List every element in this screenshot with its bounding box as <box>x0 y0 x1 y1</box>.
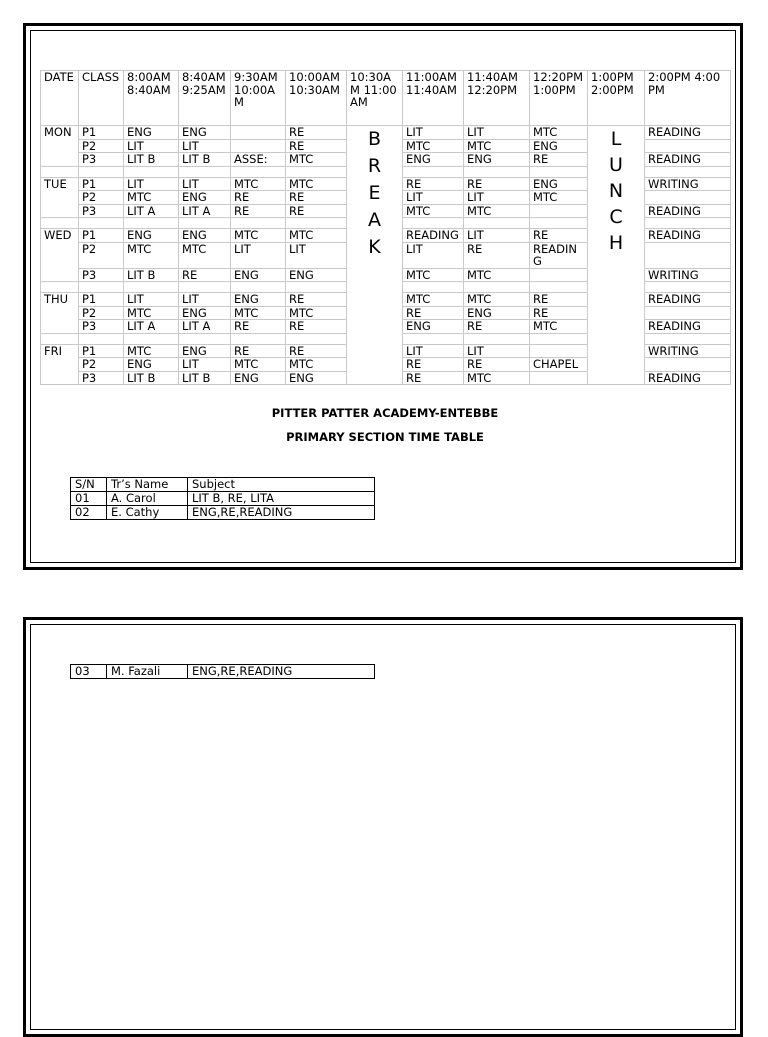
subject-cell: RE <box>403 371 464 385</box>
subject-cell: RE <box>403 306 464 320</box>
subject-cell: ENG <box>286 371 347 385</box>
timetable-row <box>41 126 731 140</box>
subject-cell: RE <box>231 204 286 218</box>
empty-cell <box>41 218 79 229</box>
class-cell: P1 <box>79 177 124 191</box>
subject-cell: MTC <box>464 371 530 385</box>
subject-cell <box>645 306 731 320</box>
day-label: FRI <box>41 344 79 385</box>
subject-cell: MTC <box>286 306 347 320</box>
class-cell: P1 <box>79 229 124 243</box>
subject-cell: MTC <box>124 306 179 320</box>
subject-cell: READING <box>645 320 731 334</box>
break-letter: K <box>368 236 381 258</box>
subject-cell: LIT B <box>124 371 179 385</box>
empty-cell <box>179 333 231 344</box>
lunch-letter: L <box>610 128 622 150</box>
subject-cell: READING <box>403 229 464 243</box>
timetable-header-cell: 11:40AM 12:20PM <box>464 71 530 126</box>
timetable-header-cell: 8:40AM 9:25AM <box>179 71 231 126</box>
subject-cell: RE <box>530 229 588 243</box>
subject-cell: RE <box>286 204 347 218</box>
teacher-sn: 02 <box>71 506 107 520</box>
subject-cell <box>645 242 731 268</box>
subject-cell: LIT <box>464 126 530 140</box>
subject-cell: RE <box>464 320 530 334</box>
subject-cell <box>645 139 731 153</box>
subject-cell: ENG <box>464 306 530 320</box>
header-sn: S/N <box>71 478 107 492</box>
lunch-label <box>588 126 644 256</box>
subject-cell: READING <box>645 229 731 243</box>
empty-cell <box>403 282 464 293</box>
teacher-subject: ENG,RE,READING <box>188 665 375 679</box>
subject-cell: MTC <box>464 204 530 218</box>
teacher-name: M. Fazali <box>107 665 188 679</box>
teachers-table <box>70 477 375 520</box>
empty-cell <box>41 166 79 177</box>
subject-cell: LIT <box>464 191 530 205</box>
subject-cell: RE <box>403 177 464 191</box>
empty-cell <box>286 218 347 229</box>
empty-cell <box>403 166 464 177</box>
subject-cell: LIT <box>124 293 179 307</box>
timetable-header-cell: 10:00AM 10:30AM <box>286 71 347 126</box>
class-cell: P3 <box>79 371 124 385</box>
class-cell: P2 <box>79 139 124 153</box>
subject-cell: RE <box>231 191 286 205</box>
subject-cell: ENG <box>530 139 588 153</box>
lunch-letter: N <box>608 180 624 202</box>
empty-cell <box>79 166 124 177</box>
subject-cell: ENG <box>179 344 231 358</box>
empty-cell <box>464 333 530 344</box>
subject-cell: ENG <box>286 268 347 282</box>
empty-cell <box>645 166 731 177</box>
subject-cell: WRITING <box>645 268 731 282</box>
subject-cell: READING <box>645 204 731 218</box>
subject-cell: RE <box>286 293 347 307</box>
timetable-header-cell: 10:30AM 11:00AM <box>347 71 403 126</box>
subject-cell: ENG <box>124 358 179 372</box>
subject-cell: RE <box>231 344 286 358</box>
subject-cell: LIT <box>179 293 231 307</box>
subject-cell: MTC <box>231 306 286 320</box>
subject-cell <box>645 358 731 372</box>
school-name: PITTER PATTER ACADEMY-ENTEBBE <box>271 406 499 420</box>
subject-cell: LIT <box>231 242 286 268</box>
subject-cell: MTC <box>530 320 588 334</box>
subject-cell: MTC <box>403 268 464 282</box>
subject-cell: LIT <box>464 229 530 243</box>
subject-cell: ENG <box>124 126 179 140</box>
teacher-row <box>71 506 375 520</box>
empty-cell <box>286 333 347 344</box>
teacher-subject: LIT B, RE, LITA <box>188 492 375 506</box>
timetable <box>40 70 731 385</box>
subject-cell: MTC <box>530 191 588 205</box>
teacher-sn: 03 <box>71 665 107 679</box>
subject-cell: LIT B <box>179 153 231 167</box>
subject-cell: ENG <box>179 191 231 205</box>
subject-cell: LIT A <box>179 204 231 218</box>
empty-cell <box>124 282 179 293</box>
subject-cell: RE <box>286 320 347 334</box>
lunch-letter: U <box>609 154 623 176</box>
subject-cell: MTC <box>231 229 286 243</box>
subject-cell <box>530 268 588 282</box>
header-name: Tr’s Name <box>107 478 188 492</box>
section-title: PRIMARY SECTION TIME TABLE <box>286 430 484 444</box>
class-cell: P3 <box>79 320 124 334</box>
lunch-letter: H <box>608 232 624 254</box>
subject-cell: RE <box>464 177 530 191</box>
empty-cell <box>124 218 179 229</box>
class-cell: P3 <box>79 268 124 282</box>
subject-cell: RE <box>530 153 588 167</box>
subject-cell: READING <box>645 153 731 167</box>
subject-cell: RE <box>286 191 347 205</box>
subject-cell: ENG <box>179 306 231 320</box>
teacher-name: E. Cathy <box>107 506 188 520</box>
subject-cell: ENG <box>403 320 464 334</box>
class-cell: P3 <box>79 153 124 167</box>
subject-cell <box>530 344 588 358</box>
subject-cell: RE <box>286 139 347 153</box>
empty-cell <box>179 166 231 177</box>
subject-cell: ENG <box>231 371 286 385</box>
subject-cell: RE <box>464 358 530 372</box>
subject-cell: CHAPEL <box>530 358 588 372</box>
subject-cell: RE <box>286 344 347 358</box>
subject-cell: LIT <box>403 242 464 268</box>
subject-cell: LIT <box>124 177 179 191</box>
empty-cell <box>41 282 79 293</box>
lunch-letter: C <box>609 206 623 228</box>
subject-cell: ENG <box>124 229 179 243</box>
subject-cell: LIT <box>286 242 347 268</box>
empty-cell <box>530 218 588 229</box>
subject-cell: ENG <box>179 126 231 140</box>
subject-cell: LIT A <box>124 204 179 218</box>
teacher-name: A. Carol <box>107 492 188 506</box>
empty-cell <box>231 333 286 344</box>
class-cell: P1 <box>79 344 124 358</box>
subject-cell: LIT B <box>124 153 179 167</box>
timetable-header-cell: DATE <box>41 71 79 126</box>
empty-cell <box>231 282 286 293</box>
subject-cell <box>231 126 286 140</box>
subject-cell: MTC <box>231 177 286 191</box>
timetable-header-cell: 1:00PM 2:00PM <box>588 71 645 126</box>
subject-cell: MTC <box>403 293 464 307</box>
class-cell: P2 <box>79 358 124 372</box>
break-letter: R <box>367 155 382 177</box>
empty-cell <box>530 333 588 344</box>
subject-cell: LIT B <box>124 268 179 282</box>
day-label: WED <box>41 229 79 282</box>
empty-cell <box>645 282 731 293</box>
subject-cell: RE <box>179 268 231 282</box>
empty-cell <box>645 333 731 344</box>
subject-cell: MTC <box>286 358 347 372</box>
empty-cell <box>231 218 286 229</box>
empty-cell <box>79 333 124 344</box>
subject-cell: LIT <box>179 358 231 372</box>
class-cell: P2 <box>79 306 124 320</box>
page-2 <box>23 617 743 1037</box>
timetable-header-cell: CLASS <box>79 71 124 126</box>
subject-cell: LIT A <box>179 320 231 334</box>
empty-cell <box>464 218 530 229</box>
empty-cell <box>41 333 79 344</box>
subject-cell: LIT <box>403 126 464 140</box>
break-label <box>347 126 402 261</box>
subject-cell: RE <box>231 320 286 334</box>
subject-cell: MTC <box>530 126 588 140</box>
lunch-column <box>588 126 645 385</box>
empty-cell <box>530 166 588 177</box>
subject-cell: LIT A <box>124 320 179 334</box>
subject-cell: LIT <box>124 139 179 153</box>
subject-cell: MTC <box>464 293 530 307</box>
empty-cell <box>179 218 231 229</box>
break-letter: B <box>367 128 382 150</box>
teacher-row <box>71 492 375 506</box>
day-label: MON <box>41 126 79 167</box>
subject-cell <box>231 139 286 153</box>
subject-cell: ASSE: <box>231 153 286 167</box>
subject-cell: LIT <box>464 344 530 358</box>
subject-cell: MTC <box>464 268 530 282</box>
empty-cell <box>286 282 347 293</box>
teacher-subject: ENG,RE,READING <box>188 506 375 520</box>
empty-cell <box>124 333 179 344</box>
empty-cell <box>79 218 124 229</box>
subject-cell <box>530 371 588 385</box>
class-cell: P2 <box>79 191 124 205</box>
subject-cell: MTC <box>286 229 347 243</box>
subject-cell: ENG <box>403 153 464 167</box>
empty-cell <box>464 282 530 293</box>
subject-cell: RE <box>286 126 347 140</box>
subject-cell: READING <box>645 126 731 140</box>
empty-cell <box>530 282 588 293</box>
empty-cell <box>231 166 286 177</box>
subject-cell: LIT <box>179 177 231 191</box>
subject-cell: LIT <box>403 344 464 358</box>
subject-cell: WRITING <box>645 344 731 358</box>
subject-cell: ENG <box>179 229 231 243</box>
teacher-row <box>71 665 375 679</box>
timetable-header-cell: 9:30AM 10:00AM <box>231 71 286 126</box>
timetable-header-cell: 8:00AM 8:40AM <box>124 71 179 126</box>
day-label: TUE <box>41 177 79 218</box>
timetable-header-cell: 12:20PM 1:00PM <box>530 71 588 126</box>
subject-cell: RE <box>464 242 530 268</box>
empty-cell <box>286 166 347 177</box>
subject-cell: MTC <box>179 242 231 268</box>
subject-cell: MTC <box>286 177 347 191</box>
subject-cell: MTC <box>124 344 179 358</box>
class-cell: P1 <box>79 293 124 307</box>
break-letter: E <box>368 182 381 204</box>
empty-cell <box>179 282 231 293</box>
teachers-table-continued <box>70 664 375 679</box>
timetable-header-cell: 2:00PM 4:00PM <box>645 71 731 126</box>
subject-cell: MTC <box>403 139 464 153</box>
subject-cell: READING <box>530 242 588 268</box>
subject-cell: MTC <box>286 153 347 167</box>
subject-cell <box>530 204 588 218</box>
timetable-header-row <box>41 71 731 126</box>
subject-cell: ENG <box>464 153 530 167</box>
timetable-header-cell: 11:00AM 11:40AM <box>403 71 464 126</box>
subject-cell: RE <box>530 306 588 320</box>
page-2-inner-border <box>30 624 736 1030</box>
teachers-header-row <box>71 478 375 492</box>
subject-cell: READING <box>645 293 731 307</box>
subject-cell: LIT <box>403 191 464 205</box>
subject-cell: WRITING <box>645 177 731 191</box>
class-cell: P2 <box>79 242 124 268</box>
day-label: THU <box>41 293 79 334</box>
subject-cell: MTC <box>403 204 464 218</box>
subject-cell <box>645 191 731 205</box>
empty-cell <box>403 333 464 344</box>
subject-cell: ENG <box>231 293 286 307</box>
class-cell: P3 <box>79 204 124 218</box>
subject-cell: LIT B <box>179 371 231 385</box>
class-cell: P1 <box>79 126 124 140</box>
empty-cell <box>79 282 124 293</box>
teacher-sn: 01 <box>71 492 107 506</box>
empty-cell <box>403 218 464 229</box>
subject-cell: READING <box>645 371 731 385</box>
subject-cell: MTC <box>124 191 179 205</box>
empty-cell <box>464 166 530 177</box>
subject-cell: RE <box>530 293 588 307</box>
subject-cell: ENG <box>231 268 286 282</box>
header-subject: Subject <box>188 478 375 492</box>
subject-cell: MTC <box>231 358 286 372</box>
break-letter: A <box>368 209 381 231</box>
subject-cell: LIT <box>179 139 231 153</box>
empty-cell <box>124 166 179 177</box>
subject-cell: MTC <box>464 139 530 153</box>
empty-cell <box>645 218 731 229</box>
subject-cell: ENG <box>530 177 588 191</box>
break-column <box>347 126 403 385</box>
subject-cell: MTC <box>124 242 179 268</box>
subject-cell: RE <box>403 358 464 372</box>
